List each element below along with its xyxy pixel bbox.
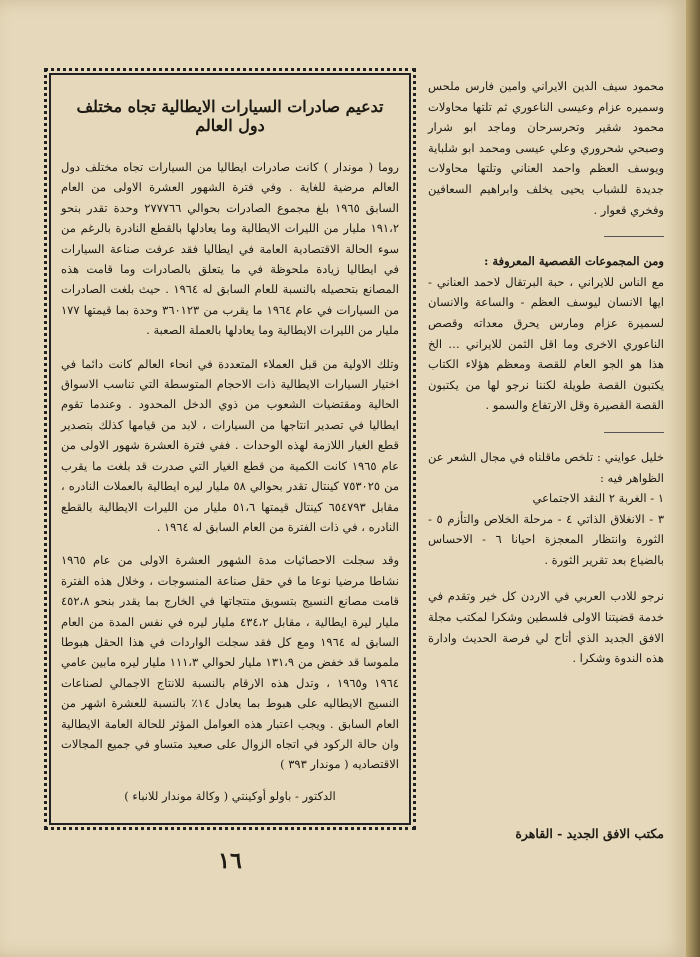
article-paragraph: وقد سجلت الاحصائيات مدة الشهور العشرة الاولى من عام ١٩٦٥ نشاطا مرضيا نوعا ما في حقل صناعة المنسوجات ، وخلال هذه الفترة قامت مصانع النسيج بتسويق منتجاتها في الخارج بما يقدر بنحو ٤٥٢،٨ مليار ليرة ايطالية ، مقابل ٤٣٤،٢ مليار ليره في نفس المدة من العام السابق له ١٩٦٤ ومع كل فقد سجلت الواردات في هذا الحقل هبوطا ملموسا قد خفض من ١٣١،٩ مليار لحوالي ١١١،٣ مليار ليره مابين عامي ١٩٦٤ و١٩٦٥ ، وتدل هذه الارقام بالنسبة للانتاج الاجمالي لصناعات النسيج الايطاليه على هبوط بما يعادل ١٤٪ بالنسبة للعشرة اشهر من العام السابق . ويجب اعتبار هذه العوامل المؤثر للحالة العامة الايطالية وان حالة الركود في اتجاه الزوال على صعيد متساو في جميع المجالات الاقتصاديه ( موندار ٣٩٣ ) (61, 553, 400, 772)
section-divider (604, 236, 664, 237)
sidebar-groups (428, 251, 664, 416)
page-edge (686, 0, 700, 957)
sidebar-closing: نرجو للادب العربي في الاردن كل خير وتقدم في خدمة قضيتنا الاولى فلسطين وشكرا لمكتب مجلة الافق الجديد الذي أتاح لي فرصة الحديث وادارة هذه الندوة وشكرا . (428, 589, 664, 666)
publisher-line: مكتب الافق الجديد - القاهرة (515, 826, 664, 841)
article-box (44, 68, 416, 830)
khalil-list-item: ١ - الغربة ٢ النقد الاجتماعي (532, 491, 664, 506)
article-title: تدعيم صادرات السيارات الايطالية تجاه مختلف دول العالم (76, 97, 384, 135)
khalil-heading: خليل عوايني : تلخص ماقلناه في مجال الشعر عن الظواهر فيه : (428, 449, 664, 485)
article-body (61, 85, 399, 817)
khalil-list-item: ٣ - الانغلاق الذاتي ٤ - مرحلة الخلاص والتأزم ٥ - الثورة وانتظار المعجزة احيانا ٦ - الاحساس بالضياع بعد تقرير الثورة . (428, 511, 664, 567)
page-number: ١٦ (218, 848, 242, 874)
groups-text: مع الناس للايراني ، حبة البرتقال لاحمد العناني - ايها الانسان ليوسف العظم - والساعة والانسان لسميرة عزام ومارس يحرق معداته وقصص الناعوري الاخرى وما اقل الثمن للايراني … الخ هذا هو الجو العام للقصة ومعظم هؤلاء الكتاب يكتبون القصة طويلة لكننا نرجو لها من يكتبون القصة القصيرة وقل الارتفاع والسمو . (428, 274, 664, 413)
section-divider (604, 432, 664, 433)
article-paragraph: روما ( موندار ) كانت صادرات ايطاليا من السيارات تجاه مختلف دول العالم مرضية للغاية . وفي فترة الشهور العشرة الاولى من العام السابق ١٩٦٥ بلغ مجموع الصادرات بحوالي ٢٧٧٧٦٦ وحدة تقدر بنحو ١٩١،٢ مليار من الليرات الايطالية وما يعادلها بالقطع النادرة بالرغم من سوء الحالة الاقتصادية العامة في ايطاليا فقد عرفت صناعة السيارات في ايطاليا زيادة ملحوظة في ما يتعلق بالصادرات وما قامت هذه المصانع بتحصيله بالنسبة للعام السابق له ١٩٦٤ . حيث بلغت الصادرات من السيارات في عام ١٩٦٤ ما يقرب من ٣٦٠١٢٣ وحدة بما قيمتها ١٧٧ مليار من الليرات الايطالية وما يعادلها بالعملة الصعبة . (61, 160, 399, 338)
article-signature: الدكتور - باولو أوكينتي ( وكالة موندار للانباء ) (124, 788, 336, 803)
groups-heading: ومن المجموعات القصصية المعروفة : (484, 254, 664, 269)
sidebar-intro: محمود سيف الدين الايراني وامين فارس ملحس وسميره عزام وعيسى الناعوري ثم تلتها محاولات محمود شقير وتحرسرحان وماجد ابو شرار وصبحي شحروري وعلي عيسى ومحمد ابو شلباية ويوسف العظم واحمد العناني وتلتها محاولات جديدة للشباب يحيى يخلف وابراهيم السعافين وفخري قعوار . (428, 79, 664, 217)
article-paragraph: وتلك الاولية من قبل العملاء المتعددة في انحاء العالم كانت دائما في اختيار السيارات الايطالية ذات الاحجام المتوسطة التي تناسب الاسواق الحالية ومقتضيات الشعوب من ذوي الدخل المحدود . وعندما تقوم ايطاليا في تصدير انتاجها من السيارات ، لابد من قيامها كذلك بتصدير قطع الغيار اللازمة لهذه الوحدات . ففي فترة العشرة شهور الاولى من عام ١٩٦٥ كانت الكمية من قطع الغيار التي صدرت قد بلغت ما يقرب من ٧٥٣٠٢٥ كينتال تقدر بحوالي ٥٨ مليار ليره ايطالية بالعملات النادره ، مقابل ٦٥٤٧٩٣ كينتال قيمتها ٥١،٦ مليار من الليرات الايطالية بالقطع النادره ، في ذات الفترة من العام السابق له ١٩٦٤ . (61, 356, 399, 534)
side-column (428, 76, 664, 685)
sidebar-khalil (428, 447, 664, 571)
